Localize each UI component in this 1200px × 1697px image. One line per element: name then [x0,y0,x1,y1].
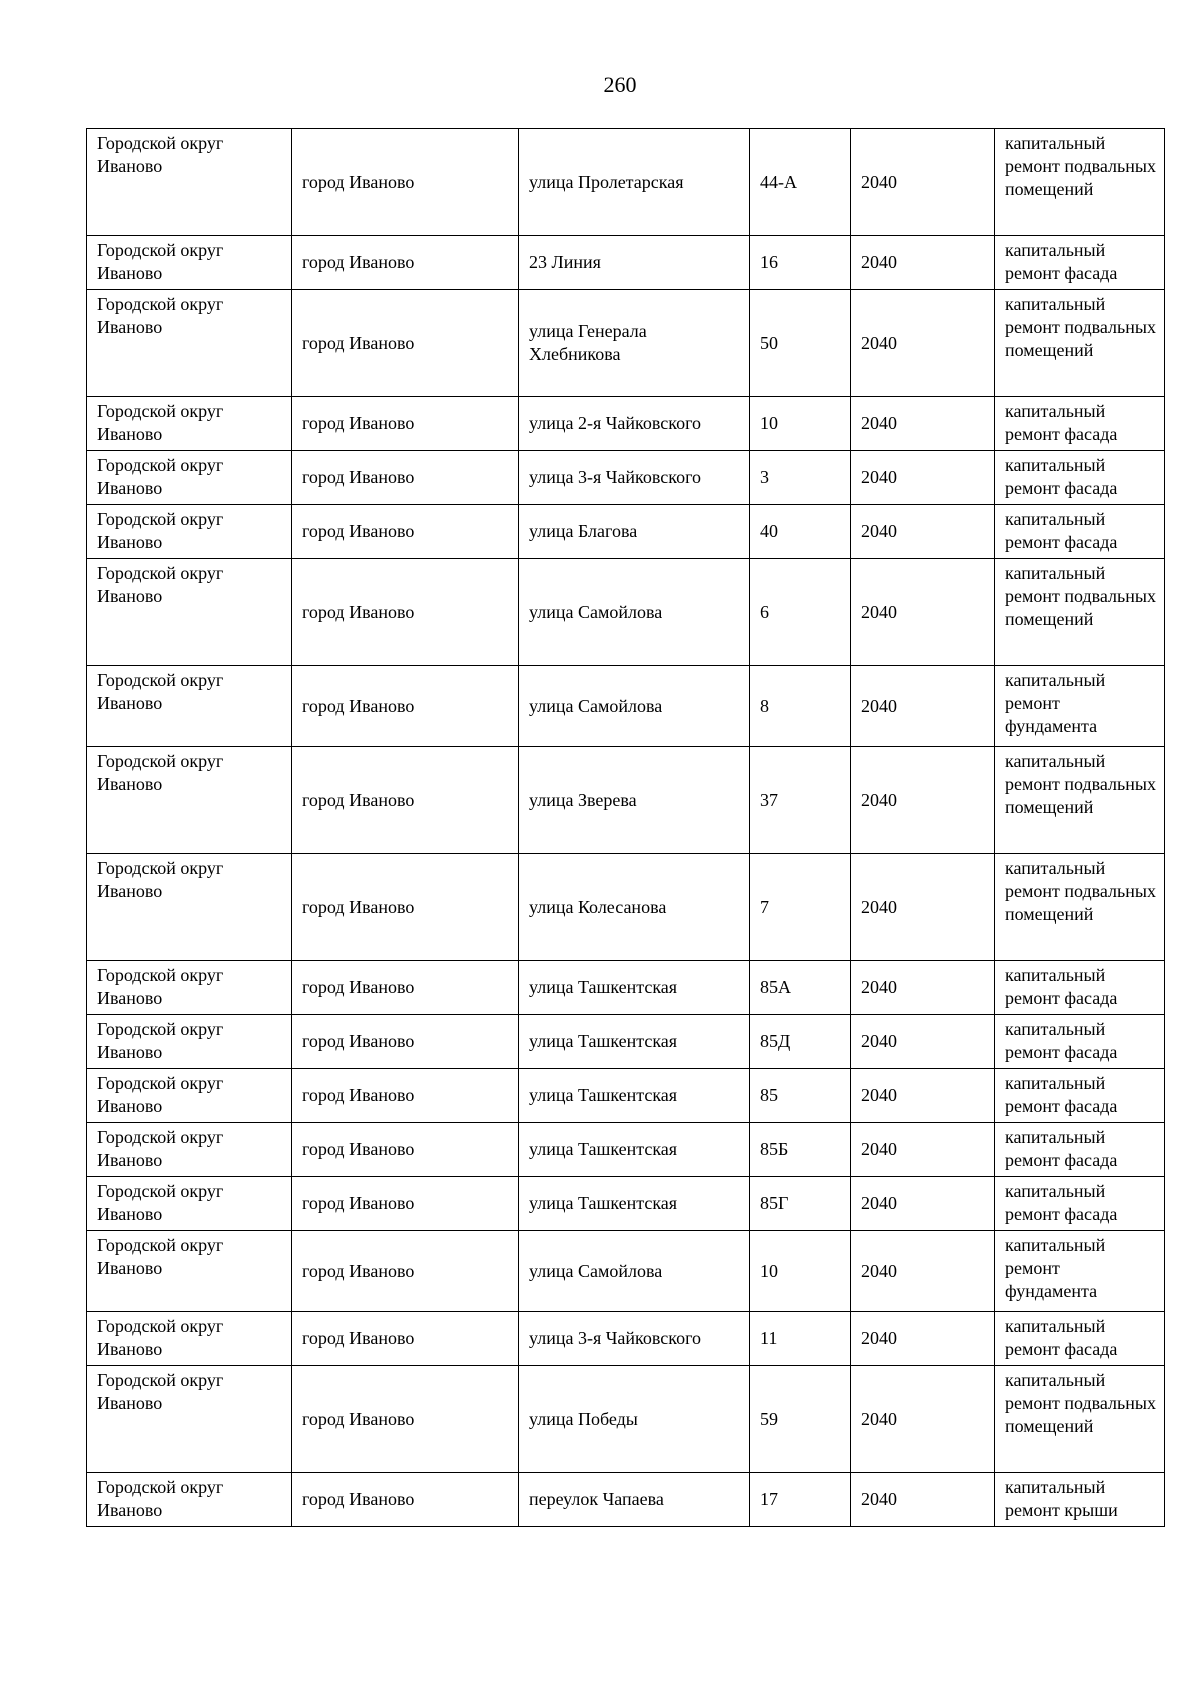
cell-district: Городской округ Иваново [87,1366,292,1473]
cell-district: Городской округ Иваново [87,236,292,290]
cell-house: 11 [750,1312,851,1366]
cell-work: капитальный ремонт подвальных помещений [995,290,1165,397]
cell-district: Городской округ Иваново [87,666,292,747]
cell-locality: город Иваново [292,559,519,666]
cell-work: капитальный ремонт фундамента [995,666,1165,747]
cell-street: улица Самойлова [519,666,750,747]
cell-district: Городской округ Иваново [87,1231,292,1312]
cell-house: 16 [750,236,851,290]
cell-locality: город Иваново [292,1366,519,1473]
cell-district: Городской округ Иваново [87,397,292,451]
cell-house: 85Б [750,1123,851,1177]
table-row [87,1366,1165,1473]
cell-house: 6 [750,559,851,666]
cell-work: капитальный ремонт подвальных помещений [995,1366,1165,1473]
cell-district: Городской округ Иваново [87,1312,292,1366]
cell-year: 2040 [851,854,995,961]
cell-house: 85Д [750,1015,851,1069]
cell-work: капитальный ремонт фасада [995,1069,1165,1123]
cell-street: улица Ташкентская [519,961,750,1015]
table-row [87,1015,1165,1069]
cell-locality: город Иваново [292,129,519,236]
cell-district: Городской округ Иваново [87,747,292,854]
table-row [87,1312,1165,1366]
table-row [87,505,1165,559]
cell-work: капитальный ремонт фасада [995,505,1165,559]
cell-year: 2040 [851,1366,995,1473]
cell-house: 10 [750,397,851,451]
cell-year: 2040 [851,1123,995,1177]
cell-locality: город Иваново [292,505,519,559]
cell-work: капитальный ремонт фасада [995,1123,1165,1177]
cell-locality: город Иваново [292,290,519,397]
cell-work: капитальный ремонт крыши [995,1473,1165,1527]
cell-locality: город Иваново [292,397,519,451]
cell-locality: город Иваново [292,854,519,961]
cell-street: улица Самойлова [519,559,750,666]
cell-locality: город Иваново [292,1069,519,1123]
cell-year: 2040 [851,1015,995,1069]
table-row [87,451,1165,505]
table-row [87,129,1165,236]
table-row [87,747,1165,854]
cell-work: капитальный ремонт фасада [995,961,1165,1015]
cell-year: 2040 [851,559,995,666]
cell-district: Городской округ Иваново [87,1069,292,1123]
cell-house: 59 [750,1366,851,1473]
cell-house: 40 [750,505,851,559]
cell-district: Городской округ Иваново [87,1123,292,1177]
cell-locality: город Иваново [292,236,519,290]
cell-locality: город Иваново [292,1015,519,1069]
cell-year: 2040 [851,451,995,505]
cell-work: капитальный ремонт фасада [995,1015,1165,1069]
table-row [87,559,1165,666]
cell-street: переулок Чапаева [519,1473,750,1527]
cell-work: капитальный ремонт подвальных помещений [995,129,1165,236]
cell-street: улица Зверева [519,747,750,854]
cell-house: 85 [750,1069,851,1123]
cell-house: 85А [750,961,851,1015]
cell-locality: город Иваново [292,451,519,505]
cell-street: улица Самойлова [519,1231,750,1312]
cell-locality: город Иваново [292,1312,519,1366]
cell-district: Городской округ Иваново [87,1015,292,1069]
cell-year: 2040 [851,397,995,451]
cell-work: капитальный ремонт фасада [995,451,1165,505]
cell-year: 2040 [851,1177,995,1231]
cell-house: 44-А [750,129,851,236]
cell-locality: город Иваново [292,961,519,1015]
table-row [87,854,1165,961]
cell-locality: город Иваново [292,1231,519,1312]
table-row [87,1177,1165,1231]
cell-house: 37 [750,747,851,854]
cell-locality: город Иваново [292,1123,519,1177]
table-row [87,397,1165,451]
cell-district: Городской округ Иваново [87,451,292,505]
cell-work: капитальный ремонт подвальных помещений [995,854,1165,961]
cell-district: Городской округ Иваново [87,1473,292,1527]
cell-year: 2040 [851,236,995,290]
cell-district: Городской округ Иваново [87,290,292,397]
cell-locality: город Иваново [292,1177,519,1231]
cell-year: 2040 [851,129,995,236]
cell-street: улица Благова [519,505,750,559]
table-body [87,129,1165,1527]
cell-house: 7 [750,854,851,961]
cell-year: 2040 [851,290,995,397]
table-row [87,961,1165,1015]
table-row [87,1069,1165,1123]
cell-house: 8 [750,666,851,747]
cell-year: 2040 [851,505,995,559]
table-row [87,290,1165,397]
page-number: 260 [603,72,637,97]
cell-street: улица Колесанова [519,854,750,961]
cell-district: Городской округ Иваново [87,505,292,559]
cell-house: 50 [750,290,851,397]
cell-street: улица Ташкентская [519,1177,750,1231]
table-row [87,666,1165,747]
cell-locality: город Иваново [292,747,519,854]
cell-house: 85Г [750,1177,851,1231]
cell-district: Городской округ Иваново [87,854,292,961]
cell-work: капитальный ремонт фасада [995,1177,1165,1231]
cell-district: Городской округ Иваново [87,1177,292,1231]
cell-street: улица Ташкентская [519,1069,750,1123]
table-row [87,1123,1165,1177]
cell-street: улица 2-я Чайковского [519,397,750,451]
cell-district: Городской округ Иваново [87,559,292,666]
table-row [87,1473,1165,1527]
cell-house: 3 [750,451,851,505]
cell-year: 2040 [851,1473,995,1527]
cell-district: Городской округ Иваново [87,129,292,236]
repair-schedule-table [86,128,1165,1527]
cell-street: улица Пролетарская [519,129,750,236]
cell-year: 2040 [851,747,995,854]
cell-street: улица Генерала Хлебникова [519,290,750,397]
cell-work: капитальный ремонт фасада [995,1312,1165,1366]
cell-house: 10 [750,1231,851,1312]
cell-district: Городской округ Иваново [87,961,292,1015]
cell-year: 2040 [851,1069,995,1123]
cell-street: улица 3-я Чайковского [519,451,750,505]
cell-street: улица Ташкентская [519,1015,750,1069]
cell-street: 23 Линия [519,236,750,290]
cell-street: улица Ташкентская [519,1123,750,1177]
cell-year: 2040 [851,1312,995,1366]
cell-year: 2040 [851,1231,995,1312]
cell-locality: город Иваново [292,666,519,747]
table-row [87,236,1165,290]
cell-year: 2040 [851,666,995,747]
cell-work: капитальный ремонт фундамента [995,1231,1165,1312]
cell-street: улица Победы [519,1366,750,1473]
cell-house: 17 [750,1473,851,1527]
cell-work: капитальный ремонт фасада [995,236,1165,290]
cell-work: капитальный ремонт подвальных помещений [995,559,1165,666]
table-row [87,1231,1165,1312]
cell-locality: город Иваново [292,1473,519,1527]
cell-work: капитальный ремонт подвальных помещений [995,747,1165,854]
cell-street: улица 3-я Чайковского [519,1312,750,1366]
cell-work: капитальный ремонт фасада [995,397,1165,451]
cell-year: 2040 [851,961,995,1015]
